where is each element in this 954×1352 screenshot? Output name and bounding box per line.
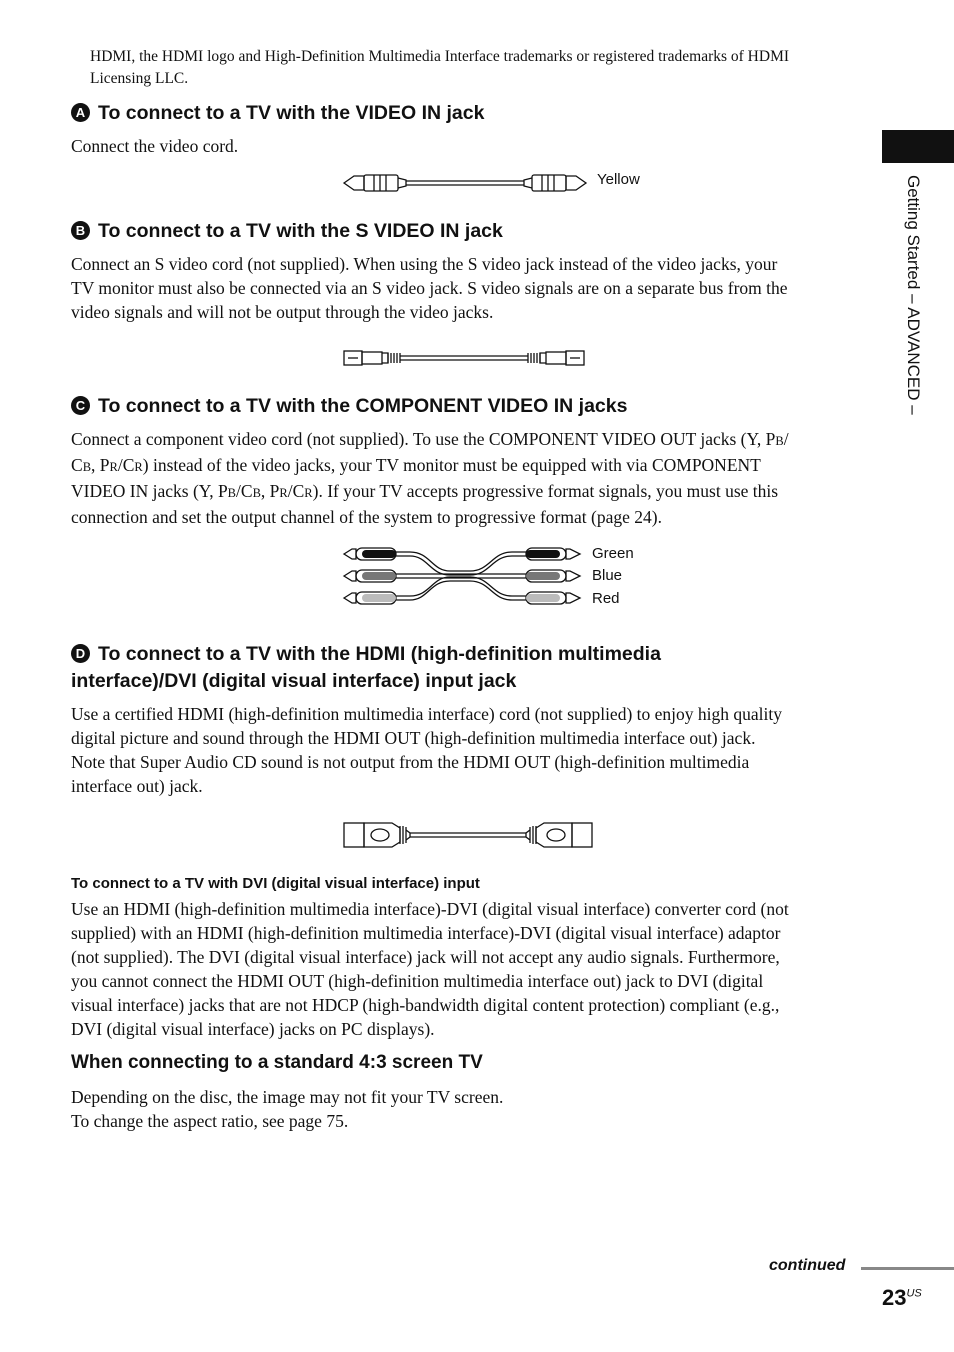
- section-c-heading: [71, 393, 627, 420]
- section-d-line-2: digital picture and sound through the HDMI OUT (high-definition multimedia interface out) jack.: [71, 728, 756, 748]
- page-number: [882, 1285, 922, 1311]
- dvi-line-3: (not supplied). The DVI (digital visual interface) jack will not accept any audio signals. Furthermore,: [71, 947, 780, 967]
- green-label: Green: [592, 545, 634, 562]
- component-cord-illustration: [340, 543, 585, 609]
- page-number-suffix: US: [906, 1287, 922, 1300]
- badge-c-icon: C: [71, 396, 90, 415]
- section-d-title-line-2: interface)/DVI (digital visual interface) input jack: [71, 670, 517, 692]
- video-cord-illustration: [340, 168, 590, 198]
- badge-a-icon: A: [71, 103, 90, 122]
- dvi-line-2: supplied) with an HDMI (high-definition multimedia interface)-DVI (digital visual interface) adaptor: [71, 923, 781, 943]
- section-b-line-3: video signals and will not be output through the video jacks.: [71, 302, 494, 322]
- dvi-line-4: you cannot connect the HDMI OUT (high-definition multimedia interface out) jack to DVI (digital: [71, 971, 764, 991]
- section-a-heading: [71, 100, 484, 127]
- section-b-title: To connect to a TV with the S VIDEO IN jack: [98, 220, 503, 242]
- dvi-line-1: Use an HDMI (high-definition multimedia interface)-DVI (digital visual interface) converter cord (not: [71, 899, 789, 919]
- standard-tv-line-1: Depending on the disc, the image may not fit your TV screen.: [71, 1087, 504, 1107]
- dvi-heading: To connect to a TV with DVI (digital visual interface) input: [71, 875, 480, 892]
- standard-tv-heading: When connecting to a standard 4:3 screen TV: [71, 1052, 483, 1073]
- section-a-title: To connect to a TV with the VIDEO IN jack: [98, 102, 485, 124]
- red-label: Red: [592, 590, 620, 607]
- blue-label: Blue: [592, 567, 623, 584]
- yellow-label: Yellow: [597, 171, 640, 188]
- section-d-line-1: Use a certified HDMI (high-definition multimedia interface) cord (not supplied) to enjoy high quality: [71, 704, 782, 724]
- badge-d-icon: D: [71, 644, 90, 663]
- continued-label: continued: [769, 1257, 846, 1274]
- section-d-line-3: Note that Super Audio CD sound is not output from the HDMI OUT (high-definition multimedia: [71, 752, 750, 772]
- trademark-line-2: Licensing LLC.: [90, 70, 189, 87]
- section-b-line-1: Connect an S video cord (not supplied). When using the S video jack instead of the video jacks, your: [71, 254, 778, 274]
- badge-b-icon: B: [71, 221, 90, 240]
- section-c-title: To connect to a TV with the COMPONENT VIDEO IN jacks: [98, 395, 628, 417]
- sidebar-tab-block: [882, 130, 954, 163]
- section-d-line-4: interface out) jack.: [71, 776, 203, 796]
- dvi-line-6: DVI (digital visual interface) jacks on PC displays).: [71, 1019, 435, 1039]
- section-d-title-line-1: To connect to a TV with the HDMI (high-definition multimedia: [98, 643, 661, 665]
- section-b-line-2: TV monitor must also be connected via an S video jack. S video signals are on a separate bus from the: [71, 278, 788, 298]
- page-number-value: 23: [882, 1285, 907, 1310]
- trademark-line-1: HDMI, the HDMI logo and High-Definition Multimedia Interface trademarks or registered trademarks of HDMI: [90, 48, 790, 65]
- hdmi-cord-illustration: [340, 818, 596, 852]
- s-video-cord-illustration: [340, 345, 590, 371]
- continued-rule: [861, 1267, 954, 1270]
- section-a-body: Connect the video cord.: [71, 136, 239, 156]
- dvi-line-5: visual interface) jacks that are not HDCP (high-bandwidth digital content protection) compliant (e.g.,: [71, 995, 780, 1015]
- sidebar-section-label: Getting Started – ADVANCED –: [904, 175, 923, 415]
- section-c-body: Connect a component video cord (not supplied). To use the COMPONENT VIDEO OUT jacks (Y, PB/ CB, PR/CR) instead of the video jacks, your TV monitor must be equipped with via COMPONENT VIDEO IN jacks (Y, PB/CB, PR/CR). If your TV accepts progressive format signals, you must use this connection and set the output channel of the system to progressive format (page 24).: [71, 429, 789, 527]
- section-b-heading: [71, 218, 503, 245]
- section-d-heading: [71, 641, 661, 695]
- standard-tv-line-2: To change the aspect ratio, see page 75.: [71, 1111, 349, 1131]
